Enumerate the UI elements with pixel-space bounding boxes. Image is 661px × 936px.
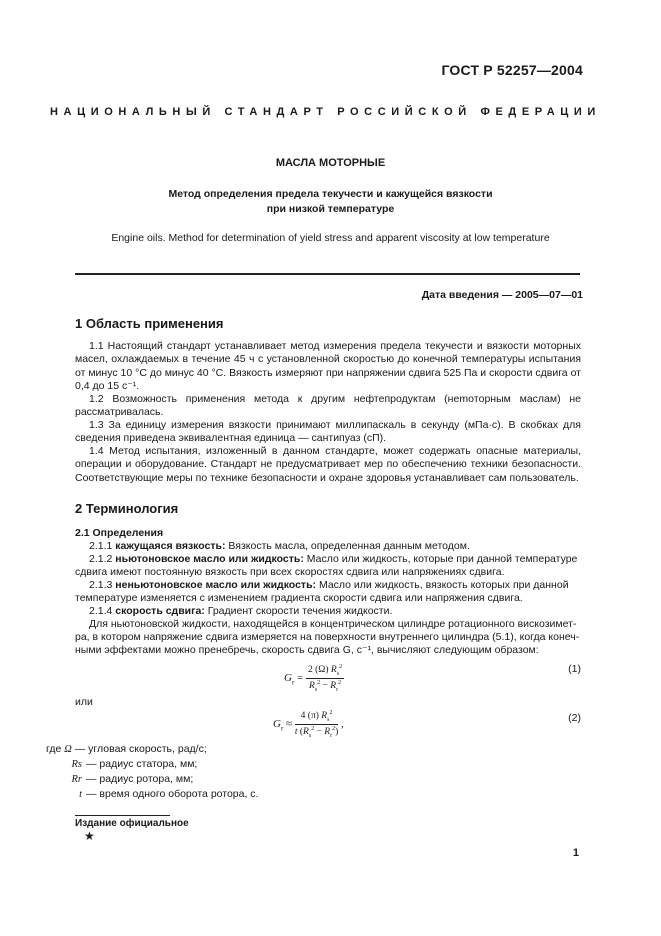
- clause-1-1: 1.1 Настоящий стандарт устанавливает метод измерения предела текучести и вязкости моторных масел, охлаждаемых в течение 45 ч с установленной скоростью до конечной температуры испытания от минус 10 °C до минус 40 °C. Вязкость измеряют при напряжении сдвига 525 Па и скорости сдвига от 0,4 до 15 с⁻¹.: [75, 340, 581, 392]
- standard-number: ГОСТ Р 52257—2004: [441, 62, 583, 78]
- newtonian-paragraph-line-1: Для ньютоновской жидкости, находящейся в концентрическом цилиндре ротационного вискозимет-: [89, 618, 577, 630]
- definition-2-1-2: 2.1.2 ньютоновское масло или жидкость: Масло или жидкость, которые при данной температуре: [89, 553, 578, 565]
- subtitle-line-2: при низкой температуре: [266, 203, 395, 215]
- document-title: МАСЛА МОТОРНЫЕ: [275, 157, 386, 169]
- where-item: Rs — радиус статора, мм;: [71, 758, 198, 770]
- section-1-heading: 1 Область применения: [75, 316, 224, 331]
- subsection-2-1-heading: 2.1 Определения: [75, 527, 164, 539]
- definition-2-1-4: 2.1.4 скорость сдвига: Градиент скорости течения жидкости.: [89, 605, 393, 617]
- document-subtitle: [0, 187, 661, 217]
- or-connector: или: [75, 696, 93, 708]
- definition-2-1-3-cont: температуре изменяется с изменением градиента скорости сдвига или напряжения сдвига.: [75, 592, 523, 604]
- header-divider: [75, 273, 580, 275]
- subtitle-line-1: Метод определения предела текучести и кажущейся вязкости: [168, 188, 493, 200]
- formula-2: $G_r$ ≈ $\frac{4 (\pi) R_s^2}{t (R_s^2 - R_r^2)}$ ,: [273, 710, 344, 740]
- where-list: [46, 742, 258, 802]
- clause-1-3: 1.3 За единицу измерения вязкости принимают миллипаскаль в секунду (мПа·с). В скобках для сведения приведена эквивалентная единица — сантипуаз (сП).: [75, 419, 581, 445]
- definition-2-1-2-cont: сдвига имеют постоянную вязкость при всех скоростях сдвига или напряжениях сдвига.: [75, 566, 505, 578]
- newtonian-paragraph-line-3: ными эффектами можно пренебречь, скорость сдвига G, с⁻¹, вычисляют следующим образом:: [75, 644, 539, 656]
- where-item: t — время одного оборота ротора, с.: [79, 788, 259, 800]
- english-title: Engine oils. Method for determination of yield stress and apparent viscosity at low temperature: [111, 232, 550, 244]
- definition-2-1-3: 2.1.3 неньютоновское масло или жидкость: Масло или жидкость, вязкость которых при данной: [89, 579, 569, 591]
- where-item: Rr — радиус ротора, мм;: [71, 773, 194, 785]
- where-item: где Ω — угловая скорость, рад/с;: [46, 743, 207, 755]
- formula-1: $G_r$ = $\frac{2 (\Omega) R_s^2}{R_s^2 - R_r^2}$: [284, 664, 343, 694]
- introduction-date: Дата введения — 2005—07—01: [421, 289, 583, 301]
- edition-divider: [75, 815, 170, 816]
- clause-1-4: 1.4 Метод испытания, изложенный в данном стандарте, может содержать опасные материалы, операции и оборудование. Стандарт не предусматривает мер по обеспечению техники безопасности. Соответствующие меры по технике безопасности и охране здоровья устанавливает сам пользователь.: [75, 445, 581, 484]
- official-edition-label: Издание официальное: [75, 818, 189, 829]
- section-2-heading: 2 Терминология: [75, 501, 179, 516]
- national-standard-banner: НАЦИОНАЛЬНЫЙ СТАНДАРТ РОССИЙСКОЙ ФЕДЕРАЦИИ: [50, 106, 601, 118]
- clause-1-2: 1.2 Возможность применения метода к другим нефтепродуктам (неmoторным маслам) не рассматривалась.: [75, 393, 581, 419]
- newtonian-paragraph-line-2: ра, в котором напряжение сдвига измеряется на поверхности внутреннего цилиндра (5.1), когда конеч-: [75, 631, 580, 643]
- star-icon: ★: [84, 829, 95, 843]
- definition-2-1-1: 2.1.1 кажущаяся вязкость: Вязкость масла, определенная данным методом.: [89, 540, 470, 552]
- page-number: 1: [572, 847, 579, 859]
- equation-number-2: (2): [568, 712, 581, 724]
- equation-number-1: (1): [568, 663, 581, 675]
